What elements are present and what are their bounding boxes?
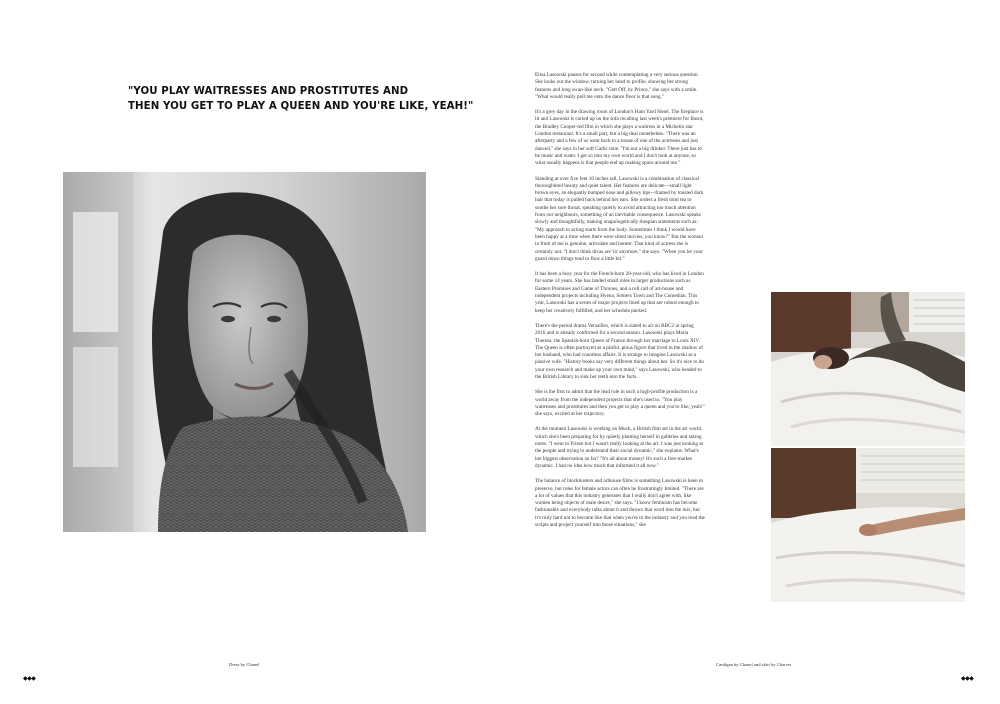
article-paragraph: Standing at over five feet 10 inches tall, Lasowski is a combination of classical thoroughbred beauty and quiet talent. Her features are delicate—small light brown eyes, an elegantly bumped nose and pillowy lips—framed by tousled dark hair that today is pulled back behind her ears. She orders a fresh mint tea to soothe her sore throat, speaking quietly to avoid attracting too much attention from our neighbours, something of an inevitable consequence. Lasowski speaks slowly and thoughtfully, making unapologetically thespian statements such as: "My approach to acting starts from the body. Sometimes I think I would have been happy at a time when there were silent movies, you know?" But the woman in front of me is genuine, articulate and honest. That kind of actress she is certainly not. "I don't think divas are 'in' anymore," she says. "When you let your guard down things tend to flow a little bit."	[535, 175, 704, 262]
pull-quote-line-1: "YOU PLAY WAITRESSES AND PROSTITUTES AND	[128, 86, 409, 97]
pull-quote-line-2: THEN YOU GET TO PLAY A QUEEN AND YOU'RE LIKE, YEAH!"	[128, 101, 474, 112]
article-paragraph: The balance of blockbusters and arthouse films is something Lasowski is keen to preserve, but roles for female actors can often be frustratingly limited. "There are a lot of values that this industry generates that I really don't agree with, like women being objects of male desire," she says. "I know feminism has become fashionable and everybody talks about it and throws that word into the mix, but it's truly hard not to become like that when you're in the industry and you read the scripts and project yourself into those situations," she	[535, 478, 705, 529]
pull-quote	[128, 84, 474, 114]
article-paragraph: At the moment Lasowski is working on Muck, a British film set in the art world, which she's been preparing for by quietly planting herself in galleries and taking notes. "I went to Frieze but I wasn't really looking at the art. I was just looking at the people and trying to understand their social dynamic," she explains. What's her biggest observation so far? "It's all about money! It's such a free-market dynamic. I had no idea how much that informed it all now."	[535, 426, 704, 469]
article-body	[535, 72, 705, 537]
photo-caption-right: Cardigan by Chanel and skirt by Charvet	[716, 662, 792, 667]
article-paragraph: It has been a busy year for the French-born 28-year-old, who has lived in London for some 14 years. She has landed small roles in larger productions such as Eastern Promises and Game of Thrones, and a roll call of art-house and independent projects including Hyena, Somers Town and The Comedian. This year, Lasowski has a series of major projects lined up that are robust enough to keep her creatively fulfilled, and her schedule packed.	[535, 271, 704, 314]
portrait-photo	[63, 172, 426, 532]
article-paragraph: Elisa Lasowski pauses for second while contemplating a very serious question. She looks out the window, turning her head to profile, showing her strong features and long swan-like neck. "Gett Off, by Prince," she says with a smile. "What would really pull me onto the dance floor is that song."	[535, 72, 699, 100]
article-paragraph: She is the first to admit that the lead role in such a high-profile production is a world away from the independent projects that she's used to. "You play waitresses and prostitutes and then you get to play a queen and you're like, yeah!" she says, excited at her trajectory.	[535, 389, 705, 418]
folio-mark-left: ◆◆◆	[23, 675, 36, 682]
bed-photo-bottom	[771, 448, 965, 602]
photo-caption-left: Dress by Chanel	[229, 662, 260, 667]
folio-mark-right: ◆◆◆	[961, 675, 974, 682]
article-paragraph: There's the period drama Versailles, which is slated to air on BBC2 in spring 2016 and is already confirmed for a second season. Lasowski plays Maria Theresa, the Spanish-born Queen of France through her marriage to Louis XIV. The Queen is often portrayed as a pitiful, pious figure that lived in the shadow of her husband, who had countless affairs. It is strange to imagine Lasowski as a passive wife. "History books say very different things about her. So it's nice to do your own research and make up your own mind," says Lasowski, who headed to the British Library to sink her teeth into the facts.	[535, 322, 704, 380]
article-paragraph: It's a grey day in the drawing room of London's Ham Yard Hotel. The fireplace is lit and Lasowski is curled up on the sofa recalling last week's premiere for Burnt, the Bradley Cooper-led film in which she plays a waitress in a Michelin star London restaurant. It's a small part, but a big deal nonetheless. "There was an afterparty and a few of us went back to a house of one of the actresses and just danced," she says in her soft Gallic tone. "I'm not a big drinker. There just has to be music and water. I get so into my own world and I don't look at anyone, so what usually happens is that people end up making space around me."	[535, 109, 704, 167]
bed-photo-top	[771, 292, 965, 446]
